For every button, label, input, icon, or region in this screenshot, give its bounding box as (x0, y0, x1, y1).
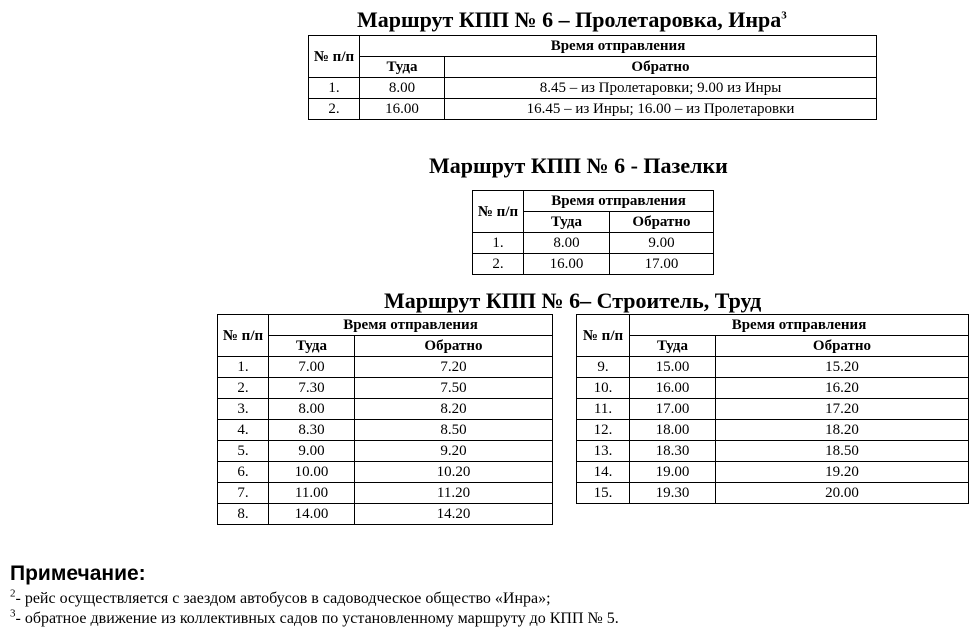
table-row (218, 357, 553, 378)
departure-there: 8.00 (360, 78, 445, 99)
col-header-back: Обратно (610, 212, 714, 233)
col-header-back: Обратно (445, 57, 877, 78)
route3-title (384, 288, 761, 314)
departure-there: 7.30 (269, 378, 355, 399)
departure-back: 7.20 (355, 357, 553, 378)
row-number: 6. (218, 462, 269, 483)
col-header-time: Время отправления (630, 315, 969, 336)
departure-back: 20.00 (716, 483, 969, 504)
notes-heading: Примечание: (10, 562, 146, 585)
route1-table (308, 35, 877, 120)
footnote-2-mark: 2 (10, 587, 16, 600)
row-number: 3. (218, 399, 269, 420)
row-number: 7. (218, 483, 269, 504)
route2-title (429, 153, 728, 179)
departure-back: 7.50 (355, 378, 553, 399)
departure-there: 17.00 (630, 399, 716, 420)
col-header-there: Туда (524, 212, 610, 233)
departure-back: 8.50 (355, 420, 553, 441)
departure-back: 16.20 (716, 378, 969, 399)
departure-there: 15.00 (630, 357, 716, 378)
row-number: 15. (577, 483, 630, 504)
footnote-3-text: - обратное движение из коллективных садов по установленному маршруту до КПП № 5. (15, 610, 619, 627)
col-header-num: № п/п (577, 315, 630, 357)
departure-back: 16.45 – из Инры; 16.00 – из Пролетаровки (445, 99, 877, 120)
departure-there: 10.00 (269, 462, 355, 483)
row-number: 5. (218, 441, 269, 462)
table-row (218, 462, 553, 483)
departure-there: 8.00 (524, 233, 610, 254)
table-row (473, 233, 714, 254)
row-number: 8. (218, 504, 269, 525)
row-number: 11. (577, 399, 630, 420)
table-row (473, 254, 714, 275)
col-header-back: Обратно (716, 336, 969, 357)
departure-back: 11.20 (355, 483, 553, 504)
table-row (218, 420, 553, 441)
col-header-there: Туда (269, 336, 355, 357)
departure-back: 14.20 (355, 504, 553, 525)
row-number: 14. (577, 462, 630, 483)
route2-title-text: Маршрут КПП № 6 - Пазелки (429, 153, 728, 178)
departure-there: 16.00 (360, 99, 445, 120)
route2-table (472, 190, 714, 275)
row-number: 1. (473, 233, 524, 254)
table-row (577, 399, 969, 420)
row-number: 2. (218, 378, 269, 399)
departure-there: 19.00 (630, 462, 716, 483)
table-row (218, 504, 553, 525)
row-number: 9. (577, 357, 630, 378)
footnote-3-mark: 3 (10, 607, 16, 620)
col-header-num: № п/п (309, 36, 360, 78)
departure-back: 17.00 (610, 254, 714, 275)
row-number: 10. (577, 378, 630, 399)
col-header-time: Время отправления (360, 36, 877, 57)
row-number: 1. (309, 78, 360, 99)
departure-there: 18.00 (630, 420, 716, 441)
footnote-2 (10, 589, 551, 609)
table-row (309, 78, 877, 99)
footnote-2-text: - рейс осуществляется с заездом автобусов в садоводческое общество «Инра»; (15, 590, 551, 607)
departure-back: 18.20 (716, 420, 969, 441)
row-number: 2. (473, 254, 524, 275)
departure-there: 8.00 (269, 399, 355, 420)
departure-back: 9.20 (355, 441, 553, 462)
col-header-time: Время отправления (524, 191, 714, 212)
departure-back: 8.45 – из Пролетаровки; 9.00 из Инры (445, 78, 877, 99)
route1-title (357, 7, 787, 33)
col-header-num: № п/п (473, 191, 524, 233)
route3-table-left (217, 314, 553, 525)
col-header-num: № п/п (218, 315, 269, 357)
row-number: 12. (577, 420, 630, 441)
table-row (218, 483, 553, 504)
table-row (218, 399, 553, 420)
departure-back: 17.20 (716, 399, 969, 420)
table-row (218, 378, 553, 399)
col-header-back: Обратно (355, 336, 553, 357)
table-row (577, 357, 969, 378)
row-number: 4. (218, 420, 269, 441)
row-number: 1. (218, 357, 269, 378)
route3-title-text: Маршрут КПП № 6– Строитель, Труд (384, 288, 762, 313)
departure-back: 8.20 (355, 399, 553, 420)
departure-there: 18.30 (630, 441, 716, 462)
departure-back: 19.20 (716, 462, 969, 483)
departure-back: 18.50 (716, 441, 969, 462)
departure-there: 9.00 (269, 441, 355, 462)
footnote-3 (10, 609, 619, 629)
departure-back: 9.00 (610, 233, 714, 254)
departure-there: 16.00 (524, 254, 610, 275)
departure-there: 14.00 (269, 504, 355, 525)
route1-title-footnote-mark: 3 (781, 9, 787, 22)
table-row (309, 99, 877, 120)
row-number: 13. (577, 441, 630, 462)
departure-there: 8.30 (269, 420, 355, 441)
col-header-there: Туда (360, 57, 445, 78)
row-number: 2. (309, 99, 360, 120)
table-row (577, 462, 969, 483)
col-header-there: Туда (630, 336, 716, 357)
route1-title-text: Маршрут КПП № 6 – Пролетаровка, Инра (357, 7, 782, 32)
departure-back: 10.20 (355, 462, 553, 483)
table-row (577, 420, 969, 441)
table-row (218, 441, 553, 462)
departure-back: 15.20 (716, 357, 969, 378)
table-row (577, 441, 969, 462)
departure-there: 7.00 (269, 357, 355, 378)
departure-there: 16.00 (630, 378, 716, 399)
route3-table-right (576, 314, 969, 504)
departure-there: 19.30 (630, 483, 716, 504)
table-row (577, 483, 969, 504)
col-header-time: Время отправления (269, 315, 553, 336)
table-row (577, 378, 969, 399)
departure-there: 11.00 (269, 483, 355, 504)
